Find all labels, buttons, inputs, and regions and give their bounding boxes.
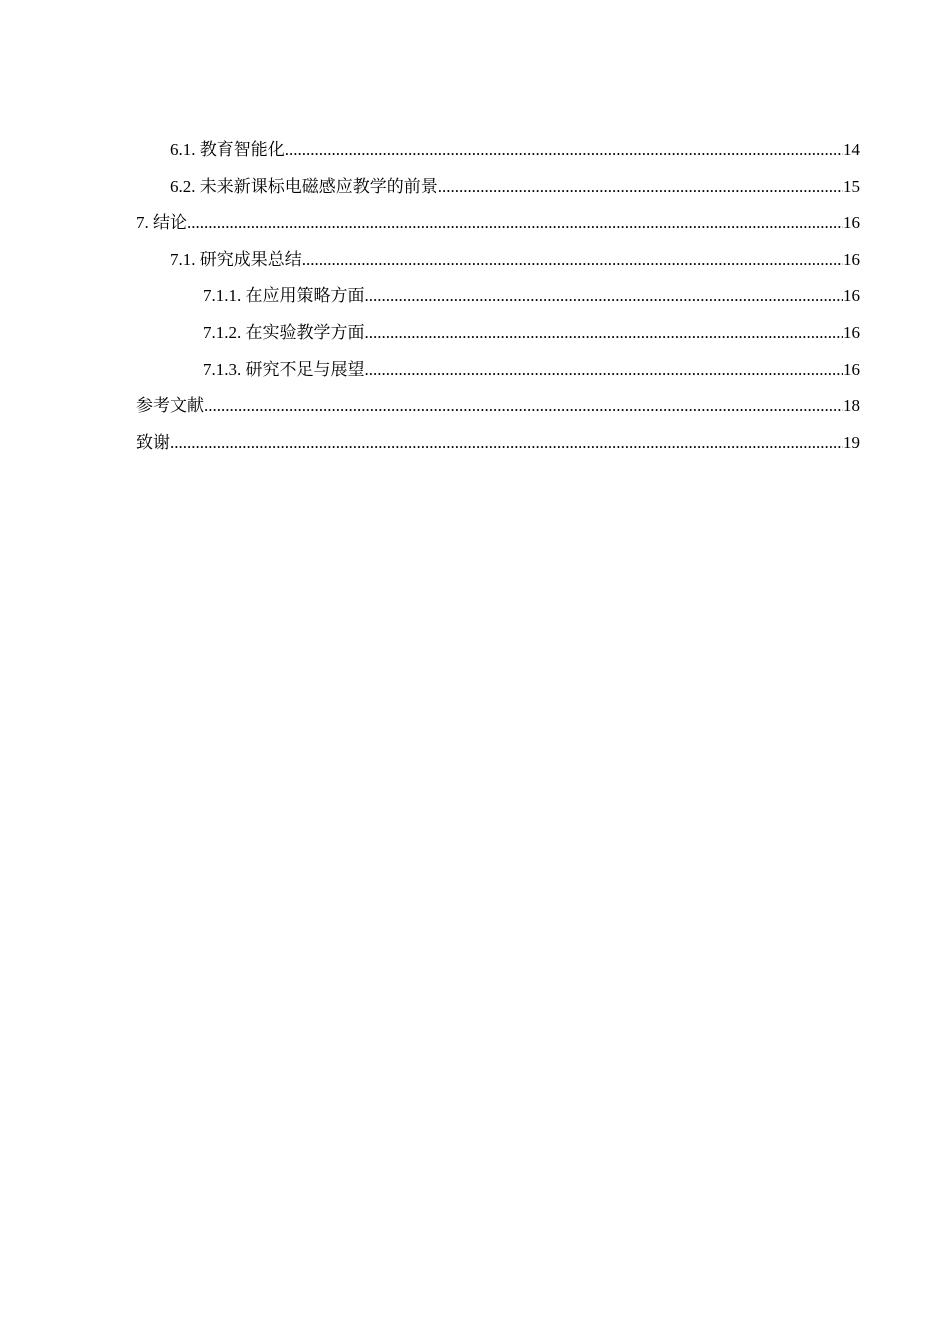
table-of-contents: [136, 136, 860, 465]
toc-entry-page: 16: [843, 249, 860, 269]
toc-entry[interactable]: [136, 209, 860, 246]
toc-entry-page: 16: [843, 213, 860, 233]
toc-entry-title: 7.1.3. 研究不足与展望: [203, 359, 365, 379]
toc-entry[interactable]: [136, 319, 860, 356]
toc-entry-title: 7. 结论: [136, 213, 187, 233]
toc-entry-page: 16: [843, 359, 860, 379]
toc-entry-title: 6.1. 教育智能化: [170, 140, 285, 159]
toc-entry[interactable]: [136, 392, 860, 429]
toc-entry[interactable]: [136, 136, 860, 173]
toc-dot-leader: [187, 209, 843, 237]
toc-entry-page: 15: [843, 176, 860, 196]
toc-entry-title: 7.1. 研究成果总结: [170, 249, 302, 269]
toc-entry-page: 18: [843, 396, 860, 416]
toc-dot-leader: [285, 136, 843, 164]
toc-entry-page: 19: [843, 432, 860, 452]
toc-entry[interactable]: [136, 282, 860, 319]
toc-entry-title: 参考文献: [136, 396, 204, 416]
toc-entry-title: 6.2. 未来新课标电磁感应教学的前景: [170, 176, 438, 196]
toc-entry-title: 7.1.2. 在实验教学方面: [203, 322, 365, 342]
toc-entry[interactable]: [136, 246, 860, 283]
toc-dot-leader: [365, 282, 844, 310]
toc-entry-page: 16: [843, 286, 860, 306]
toc-entry-page: 16: [843, 322, 860, 342]
toc-dot-leader: [302, 246, 843, 274]
toc-dot-leader: [365, 356, 844, 384]
toc-dot-leader: [365, 319, 844, 347]
toc-entry[interactable]: [136, 429, 860, 466]
toc-dot-leader: [204, 392, 843, 420]
toc-entry[interactable]: [136, 356, 860, 393]
toc-entry-title: 致谢: [136, 432, 170, 452]
toc-dot-leader: [170, 429, 843, 457]
toc-dot-leader: [438, 173, 843, 201]
toc-entry-title: 7.1.1. 在应用策略方面: [203, 286, 365, 306]
toc-entry[interactable]: [136, 173, 860, 210]
toc-entry-page: 14: [843, 140, 860, 159]
